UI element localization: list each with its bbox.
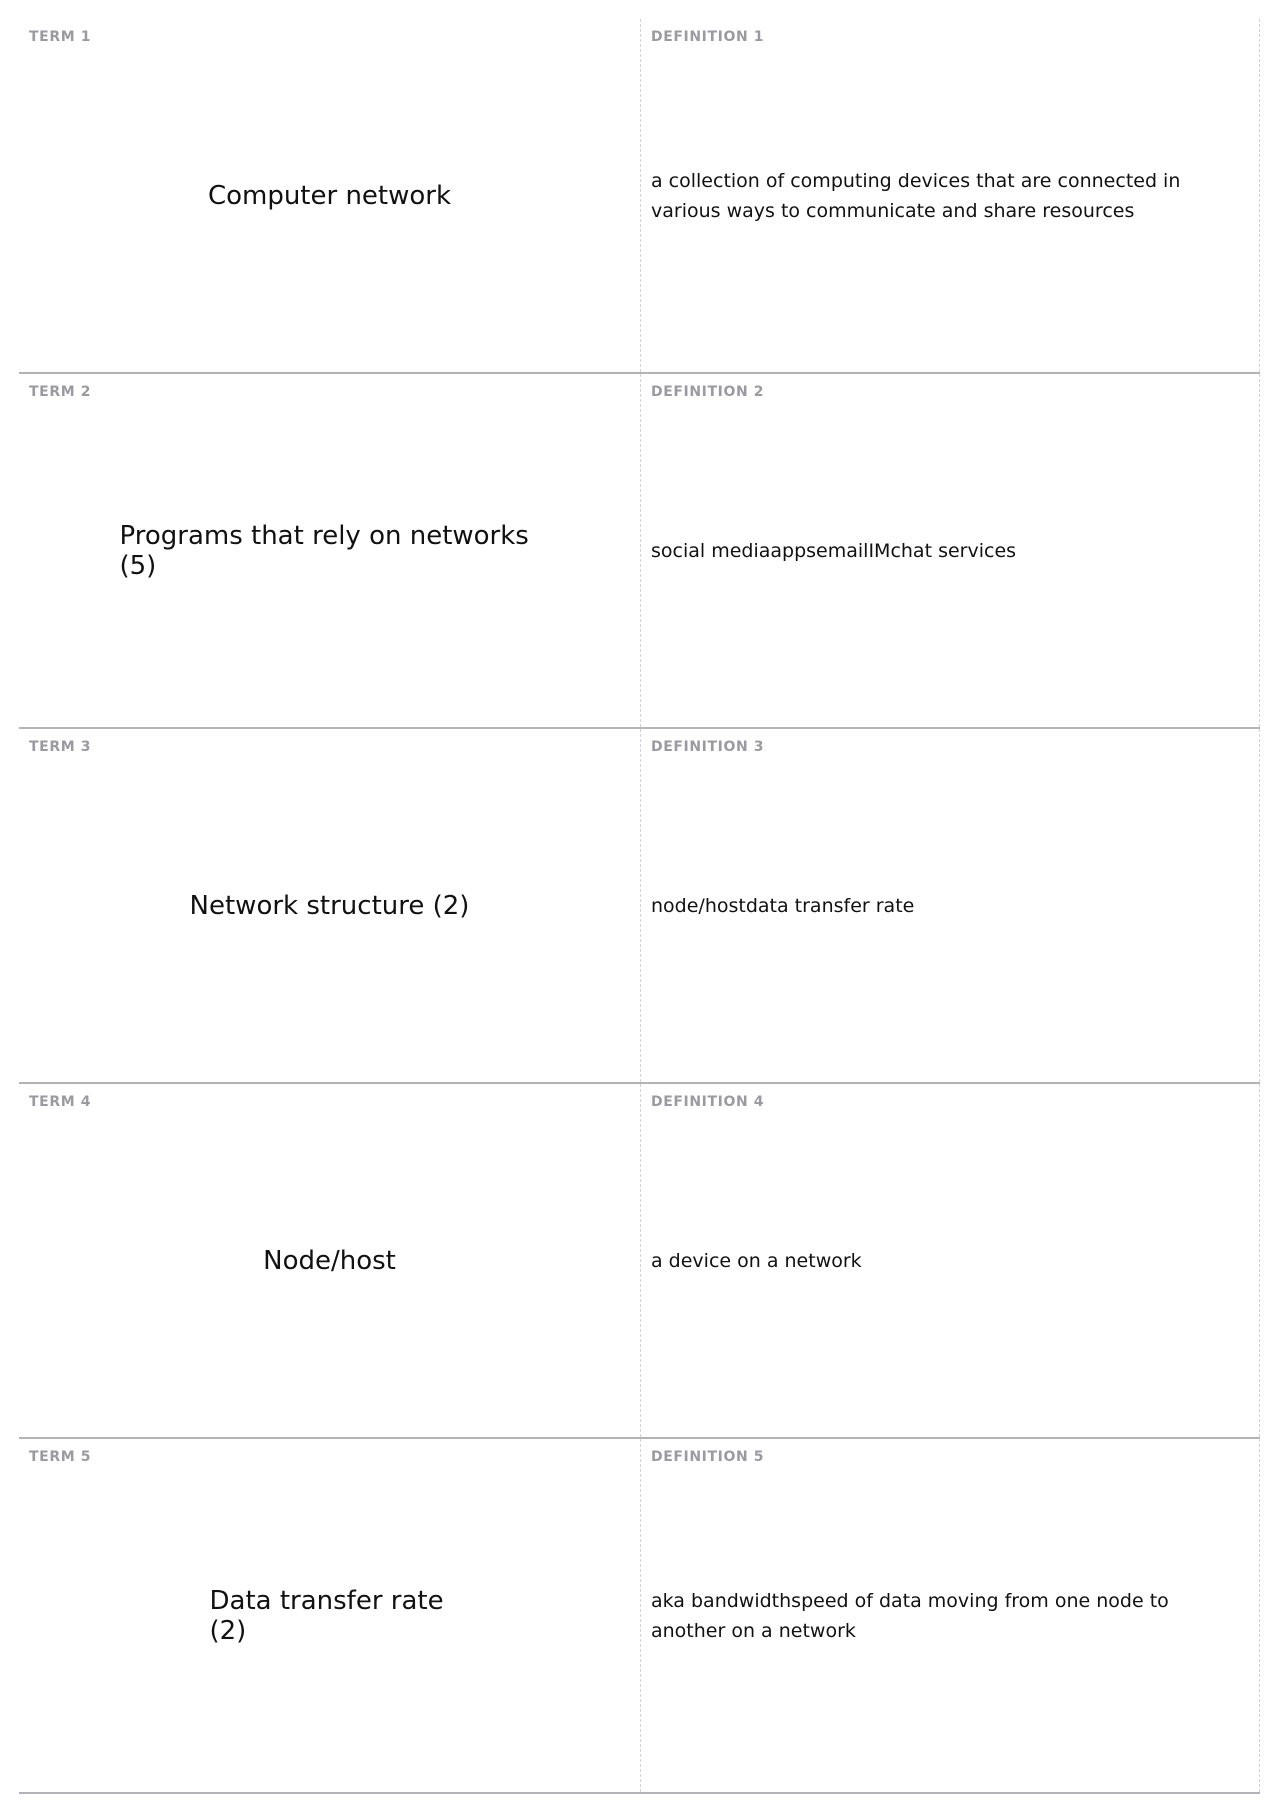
term-text: Node/host bbox=[263, 1245, 396, 1276]
term-cell bbox=[19, 1439, 641, 1792]
term-label: TERM 2 bbox=[29, 384, 92, 400]
flashcard-row bbox=[19, 729, 1260, 1084]
term-cell bbox=[19, 1084, 641, 1437]
flashcard-row bbox=[19, 19, 1260, 374]
definition-label: DEFINITION 1 bbox=[651, 29, 765, 45]
definition-text: a collection of computing devices that are connected in various ways to communicate and share resources bbox=[651, 169, 1181, 222]
term-text: Computer network bbox=[207, 180, 452, 211]
term-label: TERM 4 bbox=[29, 1094, 92, 1110]
definition-text: node/hostdata transfer rate bbox=[651, 894, 915, 917]
definition-label: DEFINITION 4 bbox=[651, 1094, 765, 1110]
term-text: Programs that rely on networks (5) bbox=[119, 520, 529, 581]
flashcard-row bbox=[19, 1084, 1260, 1439]
definition-cell bbox=[641, 1439, 1260, 1792]
definition-text: a device on a network bbox=[651, 1249, 862, 1272]
term-cell bbox=[19, 729, 641, 1082]
term-label: TERM 3 bbox=[29, 739, 92, 755]
term-cell bbox=[19, 19, 641, 372]
definition-label: DEFINITION 5 bbox=[651, 1449, 765, 1465]
term-cell bbox=[19, 374, 641, 727]
term-label: TERM 5 bbox=[29, 1449, 92, 1465]
term-text: Network structure (2) bbox=[189, 890, 470, 921]
flashcard-sheet bbox=[19, 19, 1260, 1794]
flashcard-row bbox=[19, 374, 1260, 729]
definition-cell bbox=[641, 729, 1260, 1082]
definition-label: DEFINITION 2 bbox=[651, 384, 765, 400]
definition-cell bbox=[641, 19, 1260, 372]
definition-cell bbox=[641, 1084, 1260, 1437]
definition-label: DEFINITION 3 bbox=[651, 739, 765, 755]
term-label: TERM 1 bbox=[29, 29, 92, 45]
flashcard-row bbox=[19, 1439, 1260, 1794]
definition-cell bbox=[641, 374, 1260, 727]
definition-text: social mediaappsemailIMchat services bbox=[651, 539, 1017, 562]
term-text: Data transfer rate (2) bbox=[209, 1585, 444, 1646]
definition-text: aka bandwidthspeed of data moving from one node to another on a network bbox=[651, 1589, 1169, 1642]
